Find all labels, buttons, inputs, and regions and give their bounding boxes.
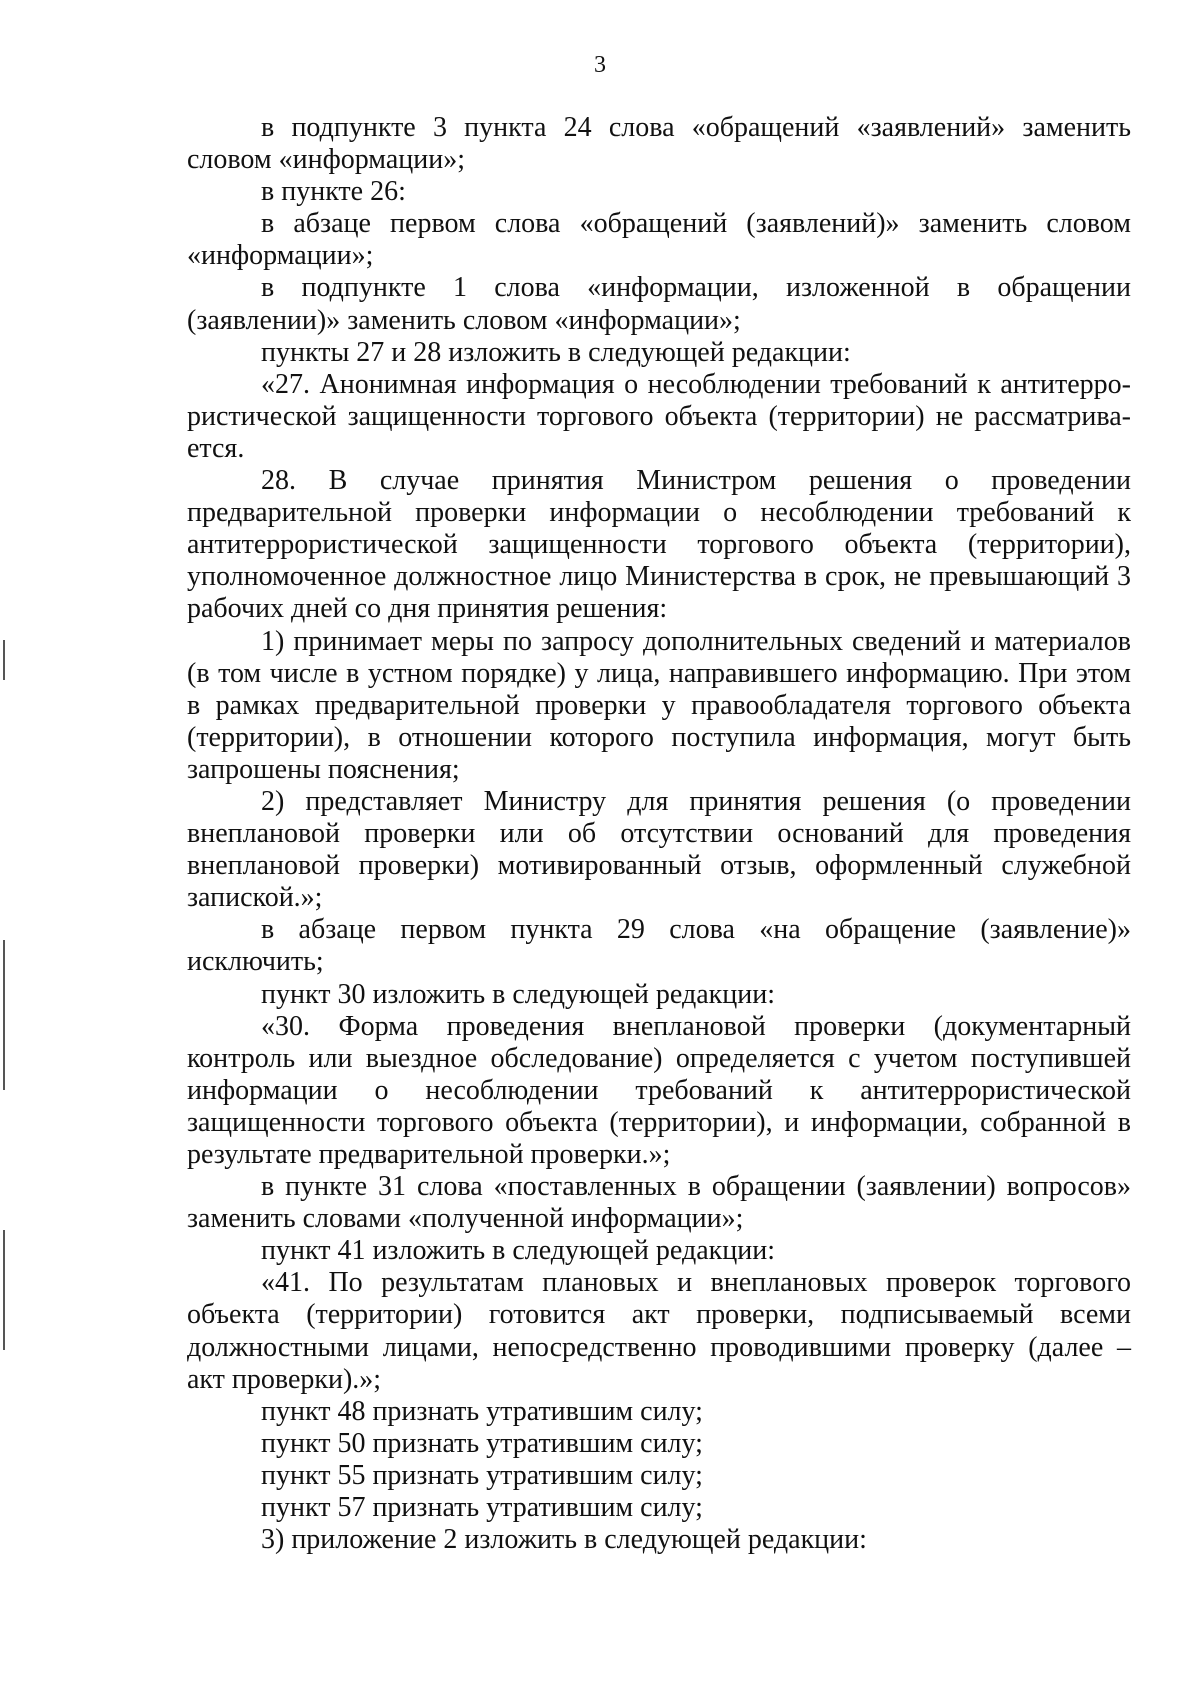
paragraph: «27. Анонимная информация о несоблюдении требований к антитеррористической защищенности торгового объекта (территории) не рассматривается. [187, 368, 1131, 464]
paragraph: в пункте 31 слова «поставленных в обращении (заявлении) вопросов» заменить словами «полученной информации»; [187, 1171, 1131, 1235]
paragraph: 2) представляет Министру для принятия решения (о проведении внеплановой проверки или об отсутствии оснований для проведения внеплановой проверки) мотивированный отзыв, оформленный служебной запиской.»; [187, 785, 1131, 914]
paragraph: пункт 50 признать утратившим силу; [261, 1427, 703, 1459]
scan-edge-mark [3, 1230, 5, 1350]
paragraph: 1) принимает меры по запросу дополнительных сведений и материалов (в том числе в устном порядке) у лица, направившего информацию. При этом в рамках предварительной проверки у правообладателя торгового объекта (территории), в отношении которого поступила информация, могут быть запрошены пояснения; [187, 625, 1131, 785]
paragraph: в пункте 26: [261, 176, 406, 208]
paragraph: пункт 30 изложить в следующей редакции: [261, 978, 775, 1010]
paragraph: в абзаце первом пункта 29 слова «на обращение (заявление)» исключить; [187, 914, 1131, 978]
scan-edge-mark [3, 640, 5, 680]
paragraph: в подпункте 1 слова «информации, изложенной в обращении (заявлении)» заменить словом «информации»; [187, 272, 1131, 336]
scan-edge-mark [3, 940, 5, 1090]
paragraph: 28. В случае принятия Министром решения о проведении предварительной проверки информации о несоблюдении требований к антитеррористической защищенности торгового объекта (территории), уполномоченное должностное лицо Министерства в срок, не превышающий 3 рабочих дней со дня принятия решения: [187, 465, 1131, 625]
paragraph: в подпункте 3 пункта 24 слова «обращений «заявлений» заменить словом «информации»; [187, 112, 1131, 176]
paragraph: пункт 48 признать утратившим силу; [261, 1395, 703, 1427]
paragraph: в абзаце первом слова «обращений (заявлений)» заменить словом «информации»; [187, 208, 1131, 272]
paragraph: пункт 57 признать утратившим силу; [261, 1492, 703, 1524]
paragraph: «41. По результатам плановых и внеплановых проверок торгового объекта (территории) готовится акт проверки, подписываемый всеми должностными лицами, непосредственно проводившими проверку (далее – акт проверки).»; [187, 1267, 1131, 1395]
paragraph: пункт 55 признать утратившим силу; [261, 1459, 703, 1491]
paragraph: пункт 41 изложить в следующей редакции: [261, 1235, 775, 1267]
page-number: 3 [594, 52, 606, 78]
paragraph: 3) приложение 2 изложить в следующей редакции: [261, 1524, 867, 1556]
document-body [187, 112, 1131, 1556]
paragraph: пункты 27 и 28 изложить в следующей редакции: [261, 336, 851, 368]
paragraph: «30. Форма проведения внеплановой проверки (документарный контроль или выездное обследование) определяется с учетом поступившей информации о несоблюдении требований к антитеррористической защищенности торгового объекта (территории), и информации, собранной в результате предварительной проверки.»; [187, 1010, 1131, 1170]
